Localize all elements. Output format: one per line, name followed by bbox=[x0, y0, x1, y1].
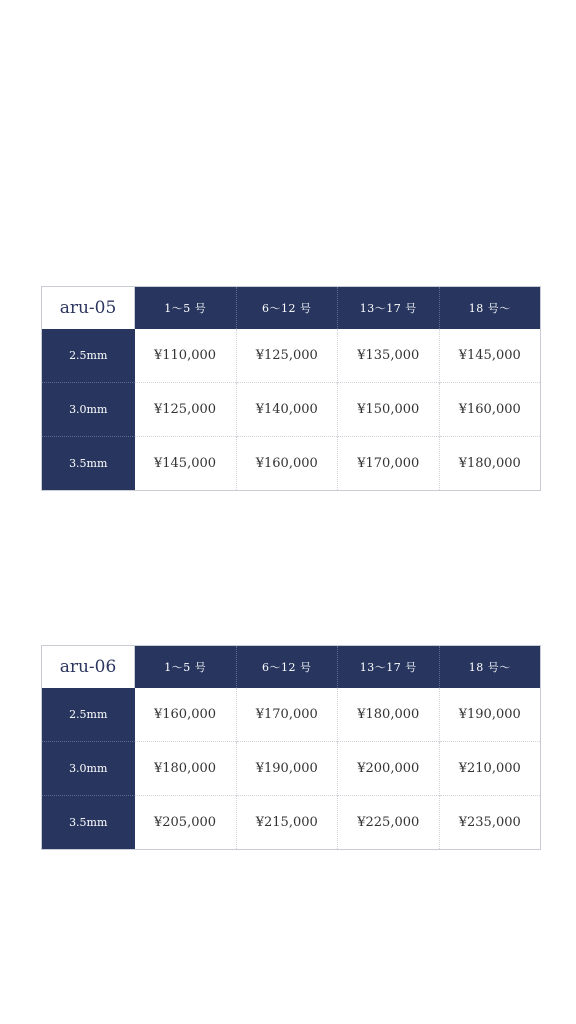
price-table-aru-06 bbox=[41, 645, 541, 850]
price-cell: ¥150,000 bbox=[338, 383, 440, 437]
price-cell: ¥170,000 bbox=[338, 437, 440, 491]
table-header-row bbox=[42, 287, 541, 329]
price-cell: ¥125,000 bbox=[135, 383, 237, 437]
table-row bbox=[42, 796, 541, 850]
price-cell: ¥160,000 bbox=[135, 688, 237, 742]
size-header: 13〜17 号 bbox=[338, 287, 440, 329]
thickness-label: 2.5mm bbox=[42, 329, 135, 383]
table-header-row bbox=[42, 646, 541, 688]
price-cell: ¥110,000 bbox=[135, 329, 237, 383]
table-row bbox=[42, 383, 541, 437]
price-cell: ¥145,000 bbox=[135, 437, 237, 491]
table-row bbox=[42, 688, 541, 742]
price-cell: ¥140,000 bbox=[236, 383, 338, 437]
model-name: aru-05 bbox=[42, 287, 135, 329]
size-header: 1〜5 号 bbox=[135, 287, 237, 329]
price-cell: ¥215,000 bbox=[236, 796, 338, 850]
price-cell: ¥125,000 bbox=[236, 329, 338, 383]
thickness-label: 3.5mm bbox=[42, 437, 135, 491]
table-row bbox=[42, 742, 541, 796]
table-row bbox=[42, 329, 541, 383]
price-cell: ¥180,000 bbox=[439, 437, 541, 491]
price-cell: ¥180,000 bbox=[135, 742, 237, 796]
size-header: 18 号〜 bbox=[439, 646, 541, 688]
size-header: 1〜5 号 bbox=[135, 646, 237, 688]
price-cell: ¥200,000 bbox=[338, 742, 440, 796]
thickness-label: 3.0mm bbox=[42, 742, 135, 796]
size-header: 18 号〜 bbox=[439, 287, 541, 329]
price-cell: ¥235,000 bbox=[439, 796, 541, 850]
price-cell: ¥210,000 bbox=[439, 742, 541, 796]
size-header: 6〜12 号 bbox=[236, 287, 338, 329]
thickness-label: 3.0mm bbox=[42, 383, 135, 437]
price-cell: ¥190,000 bbox=[439, 688, 541, 742]
price-cell: ¥205,000 bbox=[135, 796, 237, 850]
price-cell: ¥135,000 bbox=[338, 329, 440, 383]
price-cell: ¥190,000 bbox=[236, 742, 338, 796]
size-header: 13〜17 号 bbox=[338, 646, 440, 688]
price-cell: ¥170,000 bbox=[236, 688, 338, 742]
price-cell: ¥225,000 bbox=[338, 796, 440, 850]
price-cell: ¥160,000 bbox=[236, 437, 338, 491]
price-cell: ¥180,000 bbox=[338, 688, 440, 742]
model-name: aru-06 bbox=[42, 646, 135, 688]
price-cell: ¥160,000 bbox=[439, 383, 541, 437]
size-header: 6〜12 号 bbox=[236, 646, 338, 688]
table-row bbox=[42, 437, 541, 491]
price-cell: ¥145,000 bbox=[439, 329, 541, 383]
thickness-label: 3.5mm bbox=[42, 796, 135, 850]
price-table-aru-05 bbox=[41, 286, 541, 491]
thickness-label: 2.5mm bbox=[42, 688, 135, 742]
